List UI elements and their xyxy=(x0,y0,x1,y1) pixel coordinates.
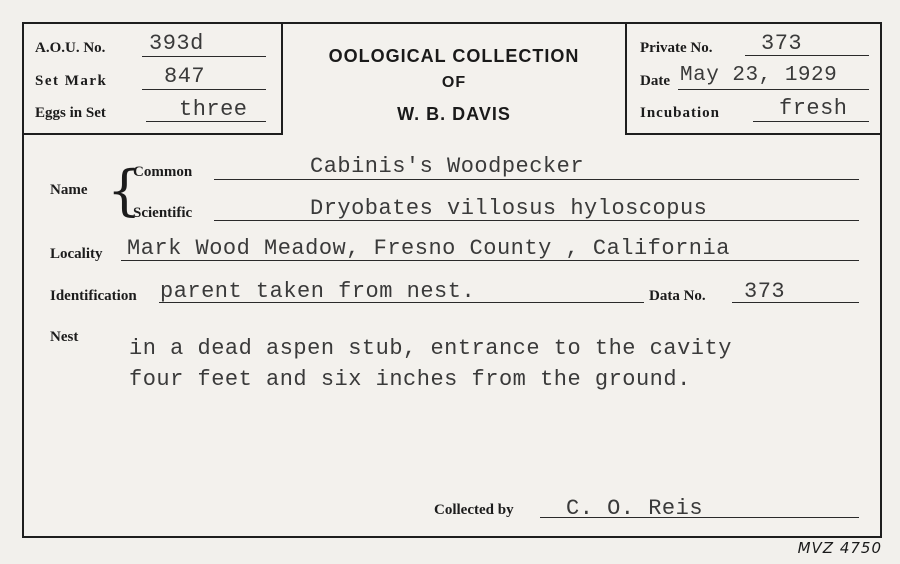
data-no-value: 373 xyxy=(744,279,786,304)
locality-label: Locality xyxy=(50,246,103,262)
private-no-underline xyxy=(745,55,869,56)
identification-underline xyxy=(159,302,644,303)
identification-value: parent taken from nest. xyxy=(160,279,476,304)
collector-name: W. B. DAVIS xyxy=(397,104,511,124)
incubation-label: Incubation xyxy=(640,105,721,121)
date-underline xyxy=(678,89,869,90)
date-value: May 23, 1929 xyxy=(680,64,838,87)
common-underline xyxy=(214,179,859,180)
name-brace: { xyxy=(107,159,142,222)
header-left-box xyxy=(24,24,283,135)
collected-by-label: Collected by xyxy=(434,502,514,518)
aou-value: 393d xyxy=(149,31,204,56)
identification-label: Identification xyxy=(50,288,137,304)
header-right-box xyxy=(625,24,880,135)
common-label: Common xyxy=(133,164,193,180)
name-label: Name xyxy=(50,182,88,198)
locality-underline xyxy=(121,260,859,261)
private-no-value: 373 xyxy=(761,31,803,56)
locality-value: Mark Wood Meadow, Fresno County , California xyxy=(127,236,730,261)
private-no-label: Private No. xyxy=(640,40,713,56)
collected-by-underline xyxy=(540,517,859,518)
eggs-label: Eggs in Set xyxy=(35,105,106,121)
set-mark-underline xyxy=(142,89,266,90)
set-mark-label: Set Mark xyxy=(35,73,108,89)
scientific-underline xyxy=(214,220,859,221)
eggs-value: three xyxy=(179,97,248,122)
collector-value: C. O. Reis xyxy=(566,496,704,521)
scientific-name-value: Dryobates villosus hyloscopus xyxy=(310,196,708,221)
incubation-underline xyxy=(753,121,869,122)
aou-label: A.O.U. No. xyxy=(35,40,106,56)
incubation-value: fresh xyxy=(779,96,848,121)
common-name-value: Cabinis's Woodpecker xyxy=(310,154,585,179)
data-no-underline xyxy=(732,302,859,303)
data-no-label: Data No. xyxy=(649,288,706,304)
aou-underline xyxy=(142,56,266,57)
nest-line-1: in a dead aspen stub, entrance to the cavity xyxy=(129,336,732,361)
collection-of: OF xyxy=(441,74,467,91)
catalog-number: MVZ 4750 xyxy=(797,539,882,557)
nest-line-2: four feet and six inches from the ground. xyxy=(129,367,691,392)
eggs-underline xyxy=(146,121,266,122)
set-mark-value: 847 xyxy=(164,64,206,89)
nest-label: Nest xyxy=(50,329,79,345)
date-label: Date xyxy=(640,73,670,89)
data-card xyxy=(22,22,882,538)
collection-title: OOLOGICAL COLLECTION xyxy=(328,46,580,66)
scientific-label: Scientific xyxy=(133,205,193,221)
